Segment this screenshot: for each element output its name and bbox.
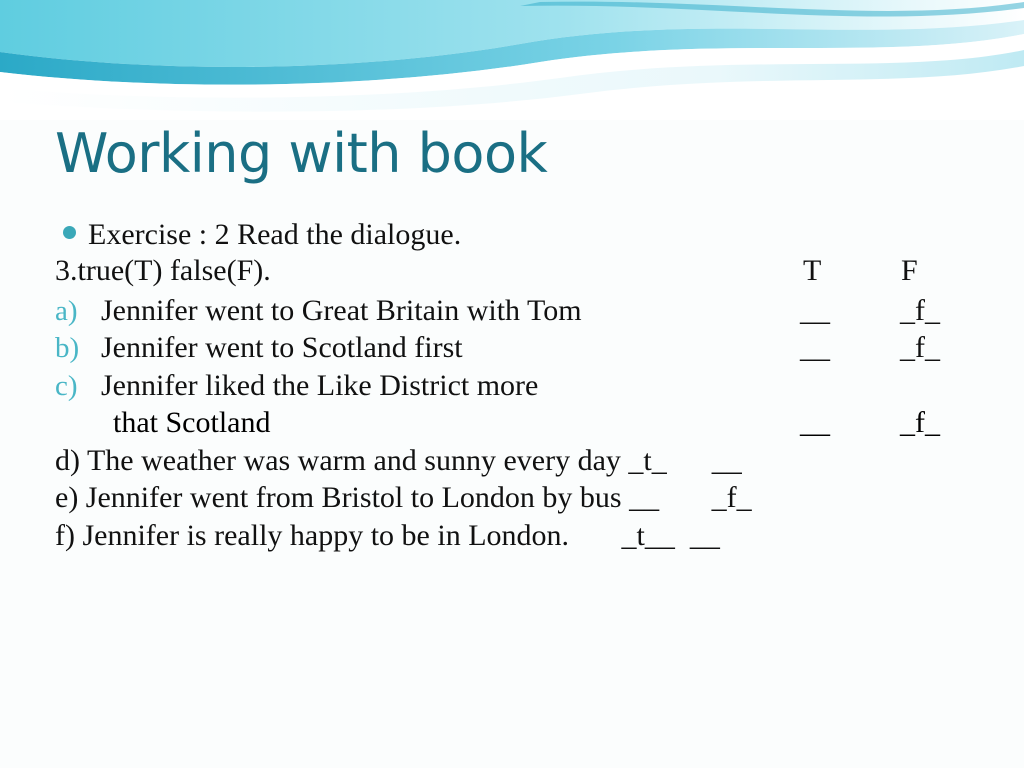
list-item — [55, 294, 985, 329]
wave-graphic — [0, 0, 1024, 120]
list-item-text: Jennifer liked the Like District more — [101, 368, 539, 402]
list-item-marker: a) — [55, 294, 78, 327]
list-item-marker: c) — [55, 369, 78, 402]
list-item-marker: b) — [55, 332, 80, 365]
answer-blank-false: _f_ — [900, 331, 940, 365]
list-item: e) Jennifer went from Bristol to London by bus __ _f_ — [55, 481, 752, 515]
list-item — [55, 369, 985, 404]
answer-blank-false: _f_ — [900, 293, 940, 327]
list-item — [55, 331, 985, 366]
page-title: Working with book — [55, 122, 548, 185]
column-header-false: F — [901, 253, 918, 287]
list-item-continuation-text: that Scotland — [113, 406, 271, 440]
answer-blank-true: __ — [800, 293, 830, 327]
bullet-dot-icon — [63, 226, 76, 239]
question-label: 3.true(T) false(F). — [55, 253, 271, 287]
decorative-wave-header — [0, 0, 1024, 120]
list-item: f) Jennifer is really happy to be in London. _t__ __ — [55, 518, 720, 552]
answer-blank-true: __ — [800, 406, 830, 440]
list-item-continuation — [55, 406, 985, 441]
instruction-line — [55, 218, 985, 252]
list-item: d) The weather was warm and sunny every day _t_ __ — [55, 443, 742, 477]
question-header-row — [55, 254, 985, 294]
column-header-true: T — [803, 253, 822, 287]
answer-blank-true: __ — [800, 331, 830, 365]
instruction-text: Exercise : 2 Read the dialogue. — [88, 218, 462, 251]
list-item-text: Jennifer went to Great Britain with Tom — [101, 293, 582, 327]
list-item-text: Jennifer went to Scotland first — [101, 331, 463, 365]
answer-blank-false: _f_ — [900, 406, 940, 440]
content-body — [55, 218, 985, 556]
